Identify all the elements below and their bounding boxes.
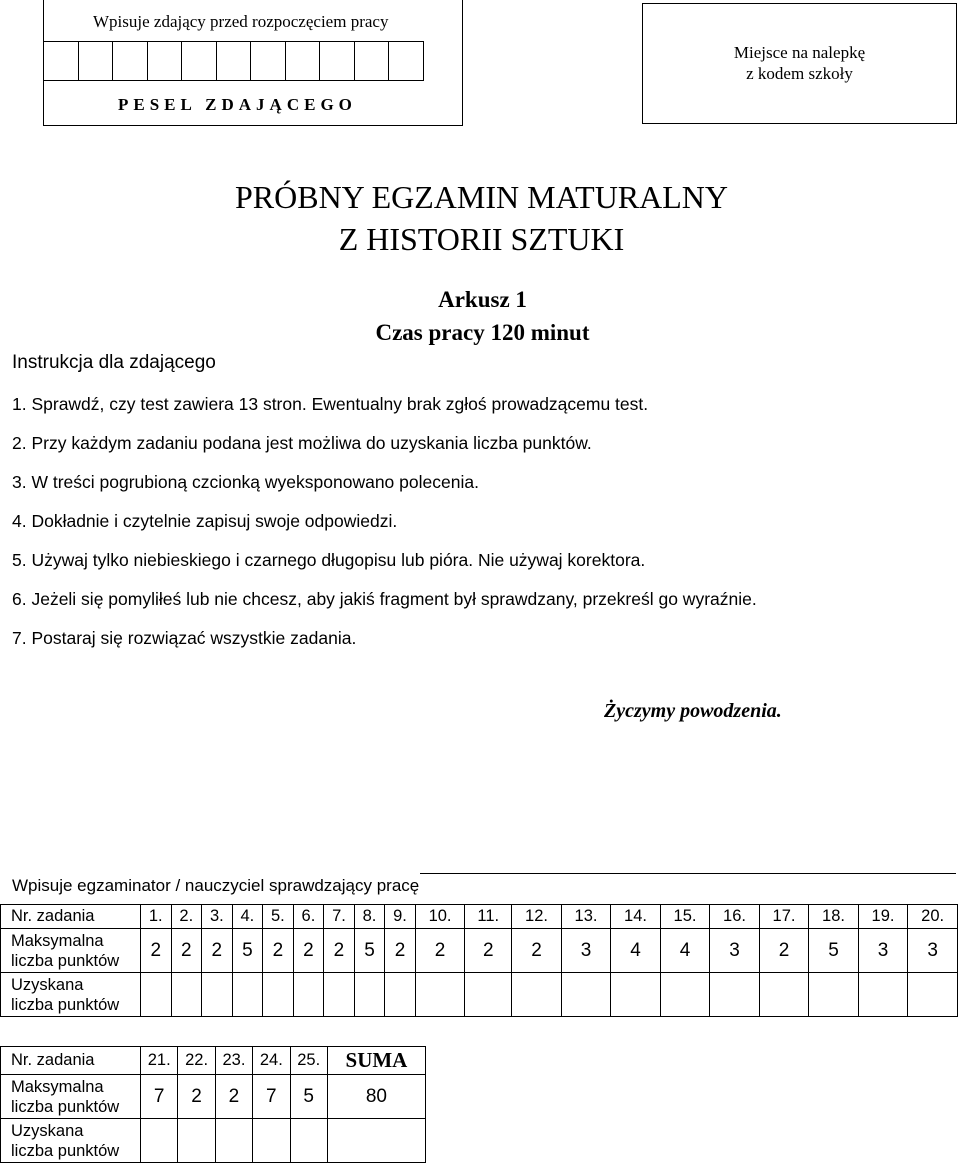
task-number-cell: 18.: [809, 905, 859, 929]
task-number-cell: 2.: [171, 905, 202, 929]
obtained-points-cell[interactable]: [858, 973, 908, 1017]
obtained-points-cell[interactable]: [561, 973, 611, 1017]
max-points-cell: 2: [263, 929, 294, 973]
obtained-points-row: [1, 1119, 426, 1163]
obtained-points-label: [1, 973, 141, 1017]
obtained-points-cell[interactable]: [908, 973, 958, 1017]
instruction-item: 1. Sprawdź, czy test zawiera 13 stron. Ewentualny brak zgłoś prowadzącemu test.: [12, 394, 649, 414]
sheet-name: Arkusz 1: [438, 287, 527, 312]
pesel-digit-cell[interactable]: [43, 41, 79, 81]
exam-title-line1: PRÓBNY EGZAMIN MATURALNY: [234, 179, 729, 215]
obtained-points-cell[interactable]: [660, 973, 710, 1017]
sum-max-cell: 80: [327, 1075, 425, 1119]
max-points-cell: 2: [141, 929, 172, 973]
instructions-heading: Instrukcja dla zdającego: [12, 352, 216, 373]
task-number-row: [1, 905, 958, 929]
exam-title: [209, 176, 754, 260]
pesel-digit-cell[interactable]: [319, 41, 355, 81]
obtained-points-label: [1, 1119, 141, 1163]
obtained-points-label-line2: liczba punktów: [11, 995, 120, 1014]
max-points-label: [1, 1075, 141, 1119]
max-points-cell: 2: [415, 929, 465, 973]
sheet-time: Czas pracy 120 minut: [375, 320, 590, 345]
max-points-row: [1, 1075, 426, 1119]
max-points-label-line2: liczba punktów: [11, 951, 120, 970]
obtained-points-cell[interactable]: [324, 973, 355, 1017]
task-number-cell: 23.: [215, 1047, 252, 1075]
max-points-cell: 2: [293, 929, 324, 973]
max-points-label-line1: Maksymalna: [11, 931, 104, 950]
pesel-digit-cell[interactable]: [78, 41, 114, 81]
max-points-cell: 4: [660, 929, 710, 973]
pesel-digit-cell[interactable]: [181, 41, 217, 81]
task-number-label: Nr. zadania: [1, 1047, 141, 1075]
obtained-points-cell[interactable]: [232, 973, 263, 1017]
task-number-cell: 17.: [759, 905, 809, 929]
max-points-label: [1, 929, 141, 973]
instruction-item: 2. Przy każdym zadaniu podana jest możliwa do uzyskania liczba punktów.: [12, 433, 592, 453]
max-points-cell: 5: [290, 1075, 327, 1119]
instructions-list: [12, 393, 757, 666]
pesel-digit-cell[interactable]: [285, 41, 321, 81]
obtained-points-cell[interactable]: [141, 973, 172, 1017]
pesel-digit-cell[interactable]: [388, 41, 424, 81]
max-points-cell: 3: [561, 929, 611, 973]
task-number-label: Nr. zadania: [1, 905, 141, 929]
obtained-points-cell[interactable]: [759, 973, 809, 1017]
pesel-digit-cell[interactable]: [112, 41, 148, 81]
obtained-points-cell[interactable]: [385, 973, 416, 1017]
pesel-digit-cell[interactable]: [354, 41, 390, 81]
task-number-cell: 12.: [512, 905, 562, 929]
obtained-points-row: [1, 973, 958, 1017]
task-number-cell: 1.: [141, 905, 172, 929]
obtained-points-label-line2: liczba punktów: [11, 1141, 120, 1160]
task-number-cell: 11.: [465, 905, 512, 929]
sticker-caption-line2: z kodem szkoły: [746, 64, 853, 83]
task-number-cell: 9.: [385, 905, 416, 929]
max-points-row: [1, 929, 958, 973]
max-points-cell: 2: [202, 929, 233, 973]
obtained-points-cell[interactable]: [512, 973, 562, 1017]
task-number-cell: 7.: [324, 905, 355, 929]
max-points-label-line1: Maksymalna: [11, 1077, 104, 1096]
max-points-cell: 3: [908, 929, 958, 973]
task-number-cell: 20.: [908, 905, 958, 929]
pesel-caption: Wpisuje zdający przed rozpoczęciem pracy: [93, 12, 389, 31]
max-points-cell: 2: [324, 929, 355, 973]
task-number-cell: 14.: [611, 905, 661, 929]
task-number-cell: 13.: [561, 905, 611, 929]
max-points-cell: 2: [512, 929, 562, 973]
score-table-1: [0, 904, 958, 1017]
max-points-cell: 7: [253, 1075, 290, 1119]
obtained-points-cell[interactable]: [215, 1119, 252, 1163]
task-number-cell: 5.: [263, 905, 294, 929]
pesel-label: PESEL ZDAJĄCEGO: [118, 95, 357, 114]
max-points-cell: 7: [141, 1075, 178, 1119]
obtained-points-cell[interactable]: [465, 973, 512, 1017]
instruction-item: 3. W treści pogrubioną czcionką wyeksponowano polecenia.: [12, 472, 479, 492]
max-points-label-line2: liczba punktów: [11, 1097, 120, 1116]
examiner-caption: Wpisuje egzaminator / nauczyciel sprawdzający pracę: [12, 876, 420, 895]
obtained-points-cell[interactable]: [171, 973, 202, 1017]
obtained-points-cell[interactable]: [253, 1119, 290, 1163]
task-number-cell: 6.: [293, 905, 324, 929]
obtained-points-cell[interactable]: [809, 973, 859, 1017]
sheet-info: [360, 283, 605, 349]
instruction-item: 7. Postaraj się rozwiązać wszystkie zadania.: [12, 628, 357, 648]
instruction-item: 5. Używaj tylko niebieskiego i czarnego długopisu lub pióra. Nie używaj korektora.: [12, 550, 646, 570]
sum-label-cell: SUMA: [327, 1047, 425, 1075]
task-number-cell: 22.: [178, 1047, 215, 1075]
max-points-cell: 2: [171, 929, 202, 973]
task-number-cell: 19.: [858, 905, 908, 929]
task-number-cell: 8.: [354, 905, 385, 929]
max-points-cell: 2: [178, 1075, 215, 1119]
pesel-input-cells[interactable]: [44, 41, 424, 83]
obtained-points-cell[interactable]: [290, 1119, 327, 1163]
task-number-cell: 4.: [232, 905, 263, 929]
good-luck-message: Życzymy powodzenia.: [604, 700, 782, 722]
task-number-cell: 15.: [660, 905, 710, 929]
pesel-digit-cell[interactable]: [147, 41, 183, 81]
obtained-points-label-line1: Uzyskana: [11, 1121, 84, 1140]
max-points-cell: 2: [759, 929, 809, 973]
max-points-cell: 5: [232, 929, 263, 973]
obtained-points-cell[interactable]: [263, 973, 294, 1017]
obtained-points-cell[interactable]: [415, 973, 465, 1017]
obtained-points-label-line1: Uzyskana: [11, 975, 84, 994]
obtained-points-cell[interactable]: [611, 973, 661, 1017]
score-table-2: [0, 1046, 426, 1163]
exam-title-line2: Z HISTORII SZTUKI: [338, 221, 625, 257]
obtained-points-cell[interactable]: [178, 1119, 215, 1163]
max-points-cell: 5: [809, 929, 859, 973]
max-points-cell: 5: [354, 929, 385, 973]
max-points-cell: 2: [215, 1075, 252, 1119]
task-number-cell: 10.: [415, 905, 465, 929]
max-points-cell: 2: [465, 929, 512, 973]
instruction-item: 6. Jeżeli się pomyliłeś lub nie chcesz, aby jakiś fragment był sprawdzany, przekreśl go wyraźnie.: [12, 589, 757, 609]
obtained-points-cell[interactable]: [710, 973, 760, 1017]
pesel-digit-cell[interactable]: [250, 41, 286, 81]
task-number-cell: 25.: [290, 1047, 327, 1075]
obtained-points-cell[interactable]: [354, 973, 385, 1017]
task-number-cell: 3.: [202, 905, 233, 929]
max-points-cell: 3: [858, 929, 908, 973]
max-points-cell: 4: [611, 929, 661, 973]
max-points-cell: 2: [385, 929, 416, 973]
examiner-divider: [420, 873, 956, 874]
max-points-cell: 3: [710, 929, 760, 973]
pesel-digit-cell[interactable]: [216, 41, 252, 81]
task-number-cell: 16.: [710, 905, 760, 929]
obtained-points-cell[interactable]: [202, 973, 233, 1017]
instruction-item: 4. Dokładnie i czytelnie zapisuj swoje odpowiedzi.: [12, 511, 398, 531]
task-number-row: [1, 1047, 426, 1075]
sum-obtained-cell[interactable]: [327, 1119, 425, 1163]
task-number-cell: 24.: [253, 1047, 290, 1075]
obtained-points-cell[interactable]: [141, 1119, 178, 1163]
sticker-caption-line1: Miejsce na nalepkę: [733, 43, 866, 62]
task-number-cell: 21.: [141, 1047, 178, 1075]
obtained-points-cell[interactable]: [293, 973, 324, 1017]
